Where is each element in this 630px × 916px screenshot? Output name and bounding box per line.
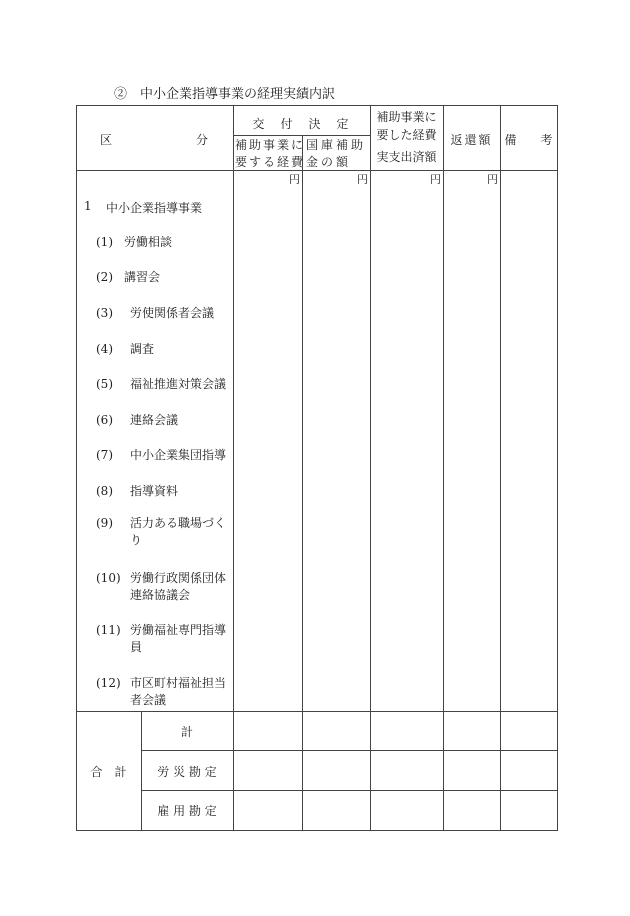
divider <box>557 105 558 831</box>
item-label: 市区町村福祉担当者会議 <box>130 676 227 707</box>
item-label: 労使関係者会議 <box>130 306 215 320</box>
item-number: (5) <box>96 377 113 391</box>
item-number: (2) <box>96 270 113 284</box>
unit-label: 円 <box>289 173 300 186</box>
page-title: ② 中小企業指導事業の経理実績内訳 <box>114 87 336 102</box>
header-required-cost <box>235 137 305 171</box>
main-item-number: 1 <box>84 199 92 213</box>
header-actual-cost <box>370 108 443 166</box>
divider <box>443 105 444 831</box>
item-label: 要した経費 <box>376 128 437 142</box>
totals-row-employment: 雇 用 勘 定 <box>157 804 217 818</box>
header-refund: 返還額 <box>450 133 493 147</box>
divider <box>370 105 371 831</box>
divider <box>141 790 558 791</box>
item-number: (11) <box>96 623 121 637</box>
item-label: 国庫補助 <box>306 138 367 152</box>
item-number: (10) <box>96 571 121 585</box>
item-label: 金の額 <box>306 155 352 169</box>
table-border-bottom <box>76 830 558 831</box>
divider <box>302 135 303 831</box>
item-number: (6) <box>96 413 113 427</box>
divider <box>76 105 77 831</box>
item-label: 実支出済額 <box>376 150 437 164</box>
header-grant-decision: 交 付 決 定 <box>252 117 351 131</box>
item-label: 補助事業に <box>235 138 306 152</box>
divider <box>141 750 558 751</box>
item-number: (4) <box>96 342 113 356</box>
main-item-label: 中小企業指導事業 <box>106 201 203 215</box>
item-label: 労働福祉専門指導員 <box>130 623 227 654</box>
item-number: (7) <box>96 448 113 462</box>
divider <box>233 105 234 831</box>
item-label: 要する経費 <box>235 155 306 169</box>
divider <box>500 105 501 831</box>
item-label: 指導資料 <box>130 484 179 498</box>
item-label: 労働行政関係団体連絡協議会 <box>130 571 227 602</box>
header-national-subsidy <box>306 137 366 171</box>
item-label: 連絡会議 <box>130 413 179 427</box>
totals-row-workers-comp: 労 災 勘 定 <box>157 765 217 779</box>
totals-label: 合 計 <box>90 765 127 779</box>
item-label: 講習会 <box>124 270 161 284</box>
item-number: (12) <box>96 676 121 690</box>
unit-label: 円 <box>357 173 368 186</box>
item-label: 中小企業集団指導 <box>130 448 227 462</box>
item-number: (3) <box>96 306 113 320</box>
divider <box>76 711 558 712</box>
item-number: (1) <box>96 235 113 249</box>
item-number: (9) <box>96 516 113 530</box>
unit-label: 円 <box>430 173 441 186</box>
item-label: 活力ある職場づくり <box>130 516 227 547</box>
item-label: 労働相談 <box>124 235 173 249</box>
table-border-top <box>76 105 558 106</box>
item-label: 調査 <box>130 342 155 356</box>
header-remarks: 備 考 <box>504 133 553 147</box>
unit-label: 円 <box>487 173 498 186</box>
item-label: 補助事業に <box>376 110 437 124</box>
header-category: 区 分 <box>100 133 209 147</box>
item-label: 福祉推進対策会議 <box>130 377 227 391</box>
totals-row-sum: 計 <box>180 725 193 739</box>
item-number: (8) <box>96 484 113 498</box>
